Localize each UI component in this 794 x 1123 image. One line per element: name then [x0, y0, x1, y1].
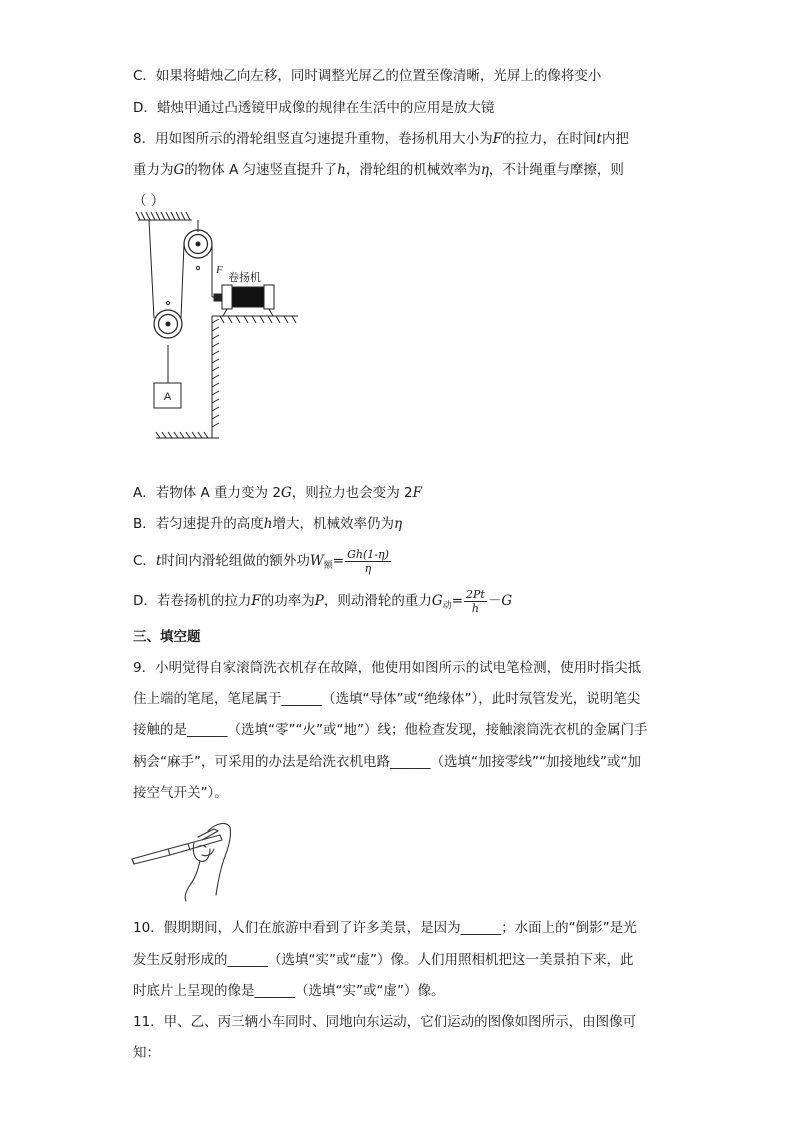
q9-line-2: 住上端的笔尾，笔尾属于______（选填“导体”或“绝缘体”），此时氖管发光，说明笔尖 — [133, 691, 641, 707]
q8-answer-paren: （ ） — [133, 193, 165, 209]
q9-line-1: 9．小明觉得自家滚筒洗衣机存在故障，他使用如图所示的试电笔检测，使用时指尖抵 — [133, 660, 642, 676]
ceiling — [136, 212, 192, 220]
force-label: F — [216, 264, 223, 276]
q8-option-a: A．若物体 A 重力变为 2G，则拉力也会变为 2F — [133, 485, 422, 501]
q8-line-1: 8．用如图所示的滑轮组竖直匀速提升重物，卷扬机用大小为F的拉力，在时间t内把 — [133, 131, 629, 147]
test-pen-figure — [128, 815, 238, 903]
q9-line-3: 接触的是______（选填“零”“火”或“地”）线；他检查发现，接触滚筒洗衣机的金属门手 — [133, 722, 648, 738]
option-c-prev: C．如果将蜡烛乙向左移，同时调整光屏乙的位置至像清晰，光屏上的像将变小 — [133, 68, 602, 84]
block-a-label: A — [163, 391, 172, 403]
q9-line-5: 接空气开关”）。 — [133, 785, 228, 801]
winch-label: 卷扬机 — [228, 272, 261, 284]
pulley-figure — [120, 207, 310, 447]
q8-option-c: C．t时间内滑轮组做的额外功$W_额=$ $\frac{Gh(1-\eta)}{\eta}$ — [133, 547, 389, 575]
fixed-pulley — [184, 220, 212, 270]
extra-work-fraction: $\frac{Gh(1-\eta)}{\eta}$ — [347, 547, 389, 575]
option-d-prev: D．蜡烛甲通过凸透镜甲成像的规律在生活中的应用是放大镜 — [133, 100, 495, 116]
q11-line-2: 知： — [133, 1045, 160, 1061]
q10-line-3: 时底片上呈现的像是______（选填“实”或“虚”）像。 — [133, 983, 445, 999]
movable-pulley — [154, 301, 182, 338]
q10-line-1: 10．假期期间，人们在旅游中看到了许多美景，是因为______；水面上的“倒影”是光 — [133, 920, 637, 936]
section-heading-fill-in: 三、填空题 — [133, 629, 201, 645]
q8-option-d: D．若卷扬机的拉力F的功率为P，则动滑轮的重力$G_动=$ $\frac{2Pt}{h}$ －G — [133, 587, 513, 615]
q8-option-b: B．若匀速提升的高度h增大，机械效率仍为η — [133, 516, 403, 532]
q11-line-1: 11．甲、乙、丙三辆小车同时、同地向东运动，它们运动的图像如图所示，由图像可 — [133, 1014, 637, 1030]
ropes — [149, 220, 222, 383]
q9-line-4: 柄会“麻手”，可采用的办法是给洗衣机电路______（选填“加接零线”“加接地线”或“加 — [133, 754, 641, 770]
pulley-weight-fraction: $\frac{2Pt}{h}$ — [466, 587, 485, 615]
q8-line-2: 重力为G的物体 A 匀速竖直提升了h，滑轮组的机械效率为η，不计绳重与摩擦，则 — [133, 162, 624, 178]
winch — [214, 285, 274, 316]
q10-line-2: 发生反射形成的______（选填“实”或“虚”）像。人们用照相机把这一美景拍下来，此 — [133, 952, 634, 968]
